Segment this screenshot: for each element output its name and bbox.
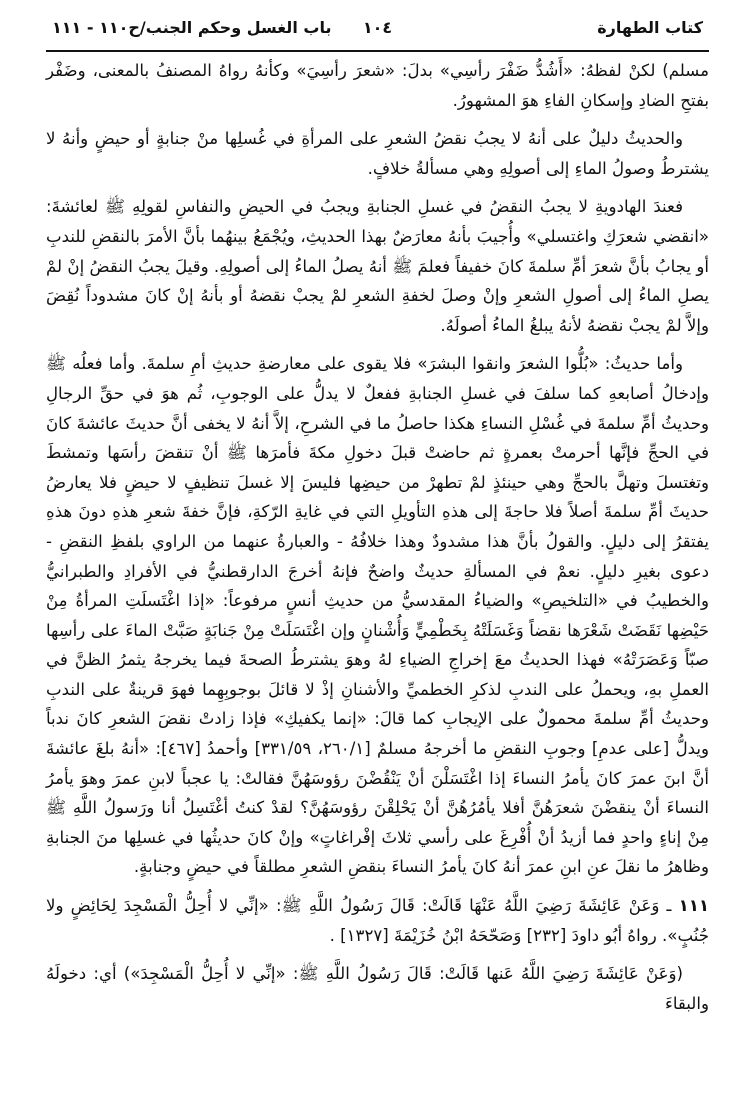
page-number: ١٠٤ (362, 18, 393, 37)
hadith-111 (46, 891, 709, 950)
header-rule (46, 50, 709, 52)
chapter-title: باب الغسل وحكم الجنب/ح١١٠ - ١١١ (52, 18, 332, 37)
paragraph-3: فعندَ الهادويةِ لا يجبُ النقضُ في غسلِ الجنابةِ ويجبُ في الحيضِ والنفاسِ لقولِهِ ﷺ لعائشةَ: «انقضي شعرَكِ واغتسلي» وأُجيبَ بأنهُ معارَضٌ بهذا الحديثِ، ويُجْمَعُ بينهُما بأنَّ الأمرَ بالنقضِ للندبِ أو يجابُ بأنَّ شعرَ أمِّ سلمةَ كانَ خفيفاً فعلمَ ﷺ أنهُ يصلُ الماءُ إلى أصولِهِ. وقيلَ يجبُ النقضُ إنْ لمْ يصلِ الماءُ إلى أصولِ الشعرِ وإنْ وصلَ لخفةِ الشعرِ لمْ يجبْ نقضهُ أو بأنهُ إنْ كانَ مشدوداً نُقِضَ وإلاَّ لمْ يجبْ نقضهُ لأنهُ يبلغُ الماءُ أصولَهُ. (46, 197, 709, 335)
book-title: كتاب الطهارة (597, 18, 703, 37)
paragraph-4: وأما حديثُ: «بُلُّوا الشعرَ وانقوا البشرَ» فلا يقوى على معارضةِ حديثِ أمِ سلمةَ. وأما فعلُه ﷺ وإدخالُ أصابعهِ كما سلفَ في غسلِ الجنابةِ ففعلٌ لا يدلُّ على الوجوبِ، ثُم هوَ في حقِّ الرجالِ وحديثُ أمِّ سلمةَ في غُسْلِ النساءِ هكذا حاصلُ ما في الشرحِ، إلاَّ أنهُ لا يخفى أنَّ حديثَ عائشةَ كانَ في الحجِّ فإنَّها أحرمتْ بعمرةٍ ثم حاضتْ قبلَ دخولِ مكةَ فأمرَها ﷺ أنْ تنقضَ رأسَها وتمشطَ وتغتسلَ وتهلَّ بالحجِّ وهي حينئذٍ لمْ تطهرْ من حيضِها فليسَ إلا غسلَ تنظيفٍ لا حيضٍ فلا يعارضُ حديثَ أمِّ سلمةَ أصلاً فلا حاجةَ إلى هذهِ التأويلِ التي في غايةِ الرّكةِ، فإنَّ خفةَ شعرِ هذهِ دونَ هذهِ يفتقرُ إلى دليلٍ. والقولُ بأنَّ هذا مشدودٌ وهذا خلافُهُ - والعبارةُ عنهما من الراوي بلفظِ النقضِ - دعوى بغيرِ دليلٍ. نعمْ في المسألةِ حديثٌ واضحٌ فإنهُ أخرجَ الدارقطنيُّ في الأفرادِ والطبرانيُّ والخطيبُ في «التلخيصِ» والضياءُ المقدسيُّ من حديثِ أنسٍ مرفوعاً: «إذا اغْتَسلَتِ المرأةُ مِنْ حَيْضِها نَقَضَتْ شَعْرَها نقضاً وَغَسَلَتْهُ بِخَطْمِيٍّ وَأُشْنانٍ وإن اغْتَسَلَتْ مِنْ جَنابَةٍ صَبَّتْ الماءَ على رأسِها صبّاً وَعَصَرَتْهُ» فهذا الحديثُ معَ إخراجِ الضياءِ لهُ وهوَ يشترطُ الصحةَ فيما يخرجهُ يثمرُ الظنَّ في العملِ بهِ، ويحملُ على الندبِ لذكرِ الخطميِّ والأشنانِ إذْ لا قائلَ بوجوبِهِما فهوَ قرينةٌ على الندبِ وحديثُ أمِّ سلمةَ محمولٌ على الإيجابِ كما قالَ: «إنما يكفيكِ» فإذا زادتْ نقضَ الشعرِ كانَ ندباً ويدلُّ [على عدمِ] وجوبِ النقضِ ما أخرجهُ مسلمٌ [٢٦٠/١، ٣٣١/٥٩] وأحمدُ [٤٦٧]: «أنهُ بلغَ عائشةَ أنَّ ابنَ عمرَ كانَ يأمرُ النساءَ إذا اغْتَسَلْنَ أنْ يَنْقُضْنَ رؤوسَهُنَّ فقالتْ: يا عجباً لابنِ عمرَ وهوَ يأمرُ النساءَ أنْ ينقضْنَ شعرَهُنَّ أفلا يأمُرُهُنَّ أنْ يَحْلِقْنَ رؤوسَهُنَّ؟ لقدْ كنتُ أغْتَسِلُ أنا ورَسولُ اللَّهِ ﷺ مِنْ إناءٍ واحدٍ فما أزيدُ أنْ أُفْرِغَ على رأسي ثلاثَ إفْراغاتٍ» وإنْ كانَ حديثُها في غسلِها منَ الجنابةِ وظاهرُ ما نقلَ عنِ ابنِ عمرَ أنهُ كانَ يأمرُ النساءَ بنقضِ الشعرِ مطلقاً في حيضٍ وجنابةٍ. (46, 354, 709, 877)
paragraph-1: مسلم) لكنْ لفظهُ: «أَشُدُّ ضَفْرَ رأسِي» بدلَ: «شعرَ رأسِيَ» وكأنهُ رواهُ المصنفُ بالمعنى، وضَفْر بفتحِ الضادِ وإسكانِ الفاءِ هوَ المشهورُ. (46, 61, 709, 110)
hadith-number: ١١١ (678, 896, 710, 916)
page-body (46, 44, 709, 1018)
paragraph-2: والحديثُ دليلٌ على أنهُ لا يجبُ نقضُ الشعرِ على المرأةِ في غُسلِها منْ جنابةٍ أو حيضٍ وأنهُ لا يشترطُ وصولُ الماءِ إلى أصولِهِ وهي مسألةُ خلافٍ. (46, 129, 709, 178)
running-header (46, 0, 709, 44)
commentary-line: (وَعَنْ عَائِشَةَ رَضِيَ اللَّهُ عَنها قَالَتْ: قَالَ رَسُولُ اللَّهِ ﷺ: «إنِّي لا أُحِلُّ الْمَسْجِدَ») أي: دخولَهُ والبقاءَ (46, 964, 709, 1013)
hadith-text: ـ وَعَنْ عَائِشَةَ رَضِيَ اللَّهُ عَنْهَا قَالَتْ: قَالَ رَسُولُ اللَّهِ ﷺ: «إنِّي لا أُحِلُّ الْمَسْجِدَ لِحَائِضٍ ولا جُنُبٍ». رواهُ أبُو داودَ [٢٣٢] وَصَحّحَهُ ابْنُ خُزَيْمَةَ [١٣٢٧] . (46, 896, 709, 945)
